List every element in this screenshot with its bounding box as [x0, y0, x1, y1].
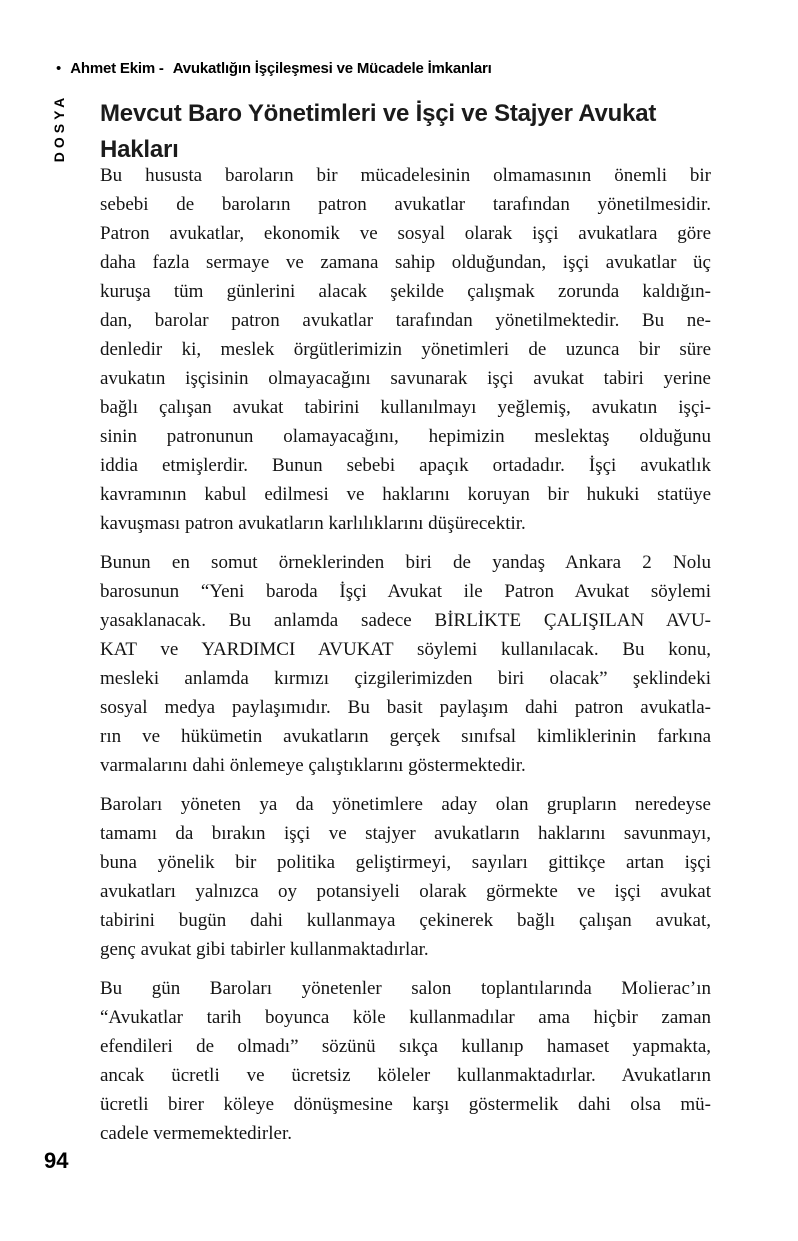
header-work-title: Avukatlığın İşçileşmesi ve Mücadele İmkanları: [172, 60, 492, 77]
dosya-vertical-label: DOSYA: [51, 93, 67, 163]
text-line: daha fazla sermaye ve zamana sahip olduğundan, işçi avukatlar üç: [100, 252, 711, 273]
text-line: “Avukatlar tarih boyunca köle kullanmadılar ama hiçbir zaman: [100, 1007, 711, 1028]
text-line: Bunun en somut örneklerinden biri de yandaş Ankara 2 Nolu: [100, 552, 711, 573]
header-author: Ahmet Ekim -: [70, 60, 164, 77]
text-line: rın ve hükümetin avukatların gerçek sınıfsal kimliklerinin farkına: [100, 726, 711, 747]
paragraph: [100, 974, 711, 1148]
text-line: sebebi de baroların patron avukatlar tarafından yönetilmesidir.: [100, 194, 711, 215]
text-line: barosunun “Yeni baroda İşçi Avukat ile Patron Avukat söylemi: [100, 581, 711, 602]
paragraph: [100, 161, 711, 538]
text-line: tabirini bugün dahi kullanmaya çekinerek bağlı çalışan avukat,: [100, 910, 711, 931]
section-title: [100, 96, 740, 168]
text-line: sinin patronunun olamayacağını, hepimizin meslektaş olduğunu: [100, 426, 711, 447]
title-line: Hakları: [100, 136, 179, 163]
text-line: Bu hususta baroların bir mücadelesinin olmamasının önemli bir: [100, 165, 711, 186]
text-line: efendileri de olmadı” sözünü sıkça kullanıp hamaset yapmakta,: [100, 1036, 711, 1057]
text-line: KAT ve YARDIMCI AVUKAT söylemi kullanılacak. Bu konu,: [100, 639, 711, 660]
text-line: bağlı çalışan avukat tabirini kullanılmayı yeğlemiş, avukatın işçi-: [100, 397, 711, 418]
text-line: avukatın işçisinin olmayacağını savunarak işçi avukat tabiri yerine: [100, 368, 711, 389]
text-line: cadele vermemektedirler.: [100, 1123, 293, 1144]
bullet-icon: •: [56, 60, 62, 77]
text-line: mesleki anlamda kırmızı çizgilerimizden biri olacak” şeklindeki: [100, 668, 711, 689]
text-line: varmalarını dahi önlemeye çalıştıklarını göstermektedir.: [100, 755, 526, 776]
text-line: Baroları yöneten ya da yönetimlere aday olan grupların neredeyse: [100, 794, 711, 815]
text-line: kuruşa tüm günlerini alacak şekilde çalışmak zorunda kaldığın-: [100, 281, 711, 302]
title-line: Mevcut Baro Yönetimleri ve İşçi ve Stajyer Avukat: [100, 100, 657, 127]
text-line: ücretli birer köleye dönüşmesine karşı göstermelik dahi olsa mü-: [100, 1094, 711, 1115]
running-header: [56, 60, 756, 77]
text-line: ancak ücretli ve ücretsiz köleler kullanmaktadırlar. Avukatların: [100, 1065, 711, 1086]
text-line: genç avukat gibi tabirler kullanmaktadırlar.: [100, 939, 429, 960]
paragraph: [100, 790, 711, 964]
text-line: buna yönelik bir politika geliştirmeyi, sayıları gittikçe artan işçi: [100, 852, 711, 873]
text-line: avukatları yalnızca oy potansiyeli olarak görmekte ve işçi avukat: [100, 881, 711, 902]
text-line: Bu gün Baroları yönetenler salon toplantılarında Molierac’ın: [100, 978, 711, 999]
text-line: tamamı da bırakın işçi ve stajyer avukatların haklarını savunmayı,: [100, 823, 711, 844]
paragraph: [100, 548, 711, 780]
text-line: yasaklanacak. Bu anlamda sadece BİRLİKTE ÇALIŞILAN AVU-: [100, 610, 711, 631]
text-line: denledir ki, meslek örgütlerimizin yönetimleri de uzunca bir süre: [100, 339, 711, 360]
text-line: Patron avukatlar, ekonomik ve sosyal olarak işçi avukatlara göre: [100, 223, 711, 244]
body-text: [100, 161, 711, 1158]
page-number: 94: [44, 1148, 69, 1173]
text-line: iddia etmişlerdir. Bunun sebebi apaçık ortadadır. İşçi avukatlık: [100, 455, 711, 476]
text-line: kavuşması patron avukatların karlılıklarını düşürecektir.: [100, 513, 526, 534]
text-line: sosyal medya paylaşımıdır. Bu basit paylaşım dahi patron avukatla-: [100, 697, 711, 718]
text-line: kavramının kabul edilmesi ve haklarını koruyan bir hukuki statüye: [100, 484, 711, 505]
text-line: dan, barolar patron avukatlar tarafından yönetilmektedir. Bu ne-: [100, 310, 711, 331]
